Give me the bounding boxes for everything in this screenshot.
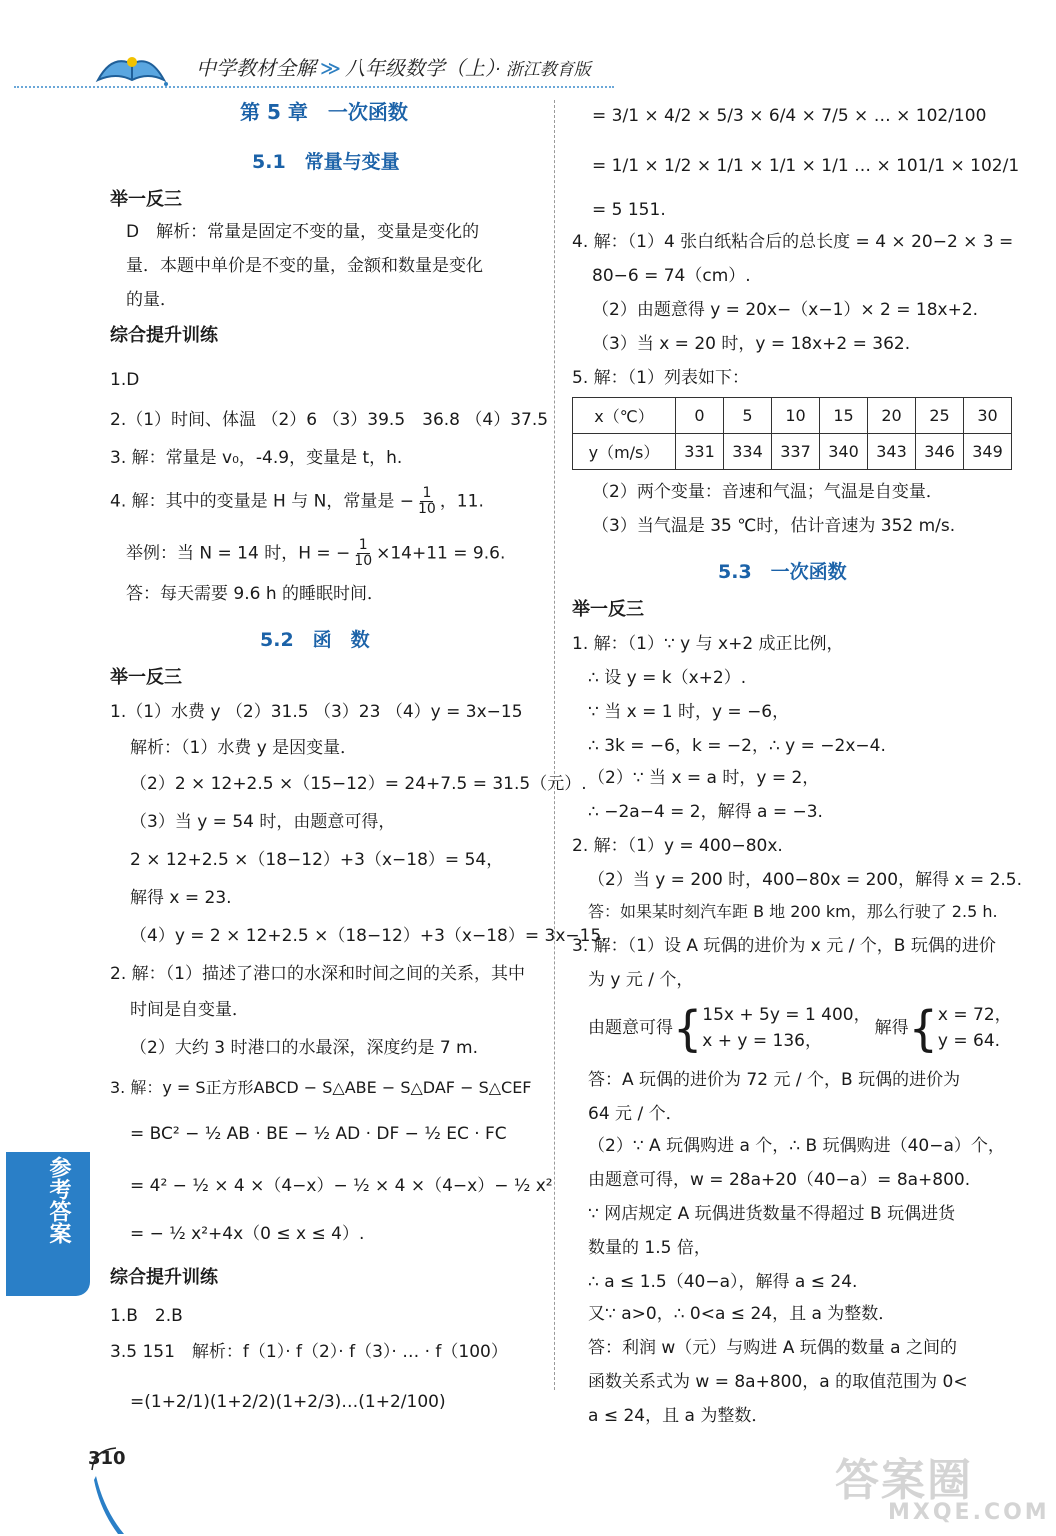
speed-temperature-table — [572, 397, 1012, 470]
table-cell: 5 — [724, 398, 772, 434]
answer-text — [110, 486, 484, 517]
answer-text-part: 举例：当 N = 14 时，H = − — [126, 543, 351, 564]
fraction — [416, 486, 438, 517]
left-brace-icon: { — [908, 999, 938, 1057]
answer-text: ∴ 设 y = k（x+2）. — [588, 668, 747, 688]
fraction — [352, 538, 374, 569]
answer-text: 由题意可得，w = 28a+20（40−a）= 8a+800. — [588, 1170, 971, 1190]
answer-text: ∵ 当 x = 1 时，y = −6， — [588, 702, 790, 722]
section-title-5-1: 5.1 常量与变量 — [252, 151, 400, 173]
subheading-practice: 举一反三 — [110, 667, 182, 688]
answer-text: 64 元 / 个． — [588, 1104, 683, 1124]
table-cell: 349 — [964, 434, 1012, 470]
answer-text: 2. 解：（1）y = 400−80x. — [572, 836, 783, 856]
header-dotted-rule — [14, 86, 614, 88]
answer-text: ∴ a ≤ 1.5（40−a），解得 a ≤ 24. — [588, 1272, 858, 1292]
answer-text: 量．本题中单价是不变的量，金额和数量是变化 — [126, 256, 483, 276]
answer-text: 答：每天需要 9.6 h 的睡眠时间． — [126, 584, 385, 604]
table-cell: 30 — [964, 398, 1012, 434]
left-brace-icon: { — [673, 999, 703, 1057]
formula-line: = 3/1 × 4/2 × 5/3 × 6/4 × 7/5 × … × 102/100 — [592, 106, 987, 126]
answer-text: （2）两个变量：音速和气温；气温是自变量． — [592, 482, 943, 502]
subheading-practice: 举一反三 — [572, 599, 644, 620]
answer-text-part: 解得 — [874, 1018, 909, 1038]
answer-text: a ≤ 24，且 a 为整数． — [588, 1406, 769, 1426]
answer-text-part: ，11. — [439, 491, 484, 512]
table-header-cell: y（m/s） — [573, 434, 676, 470]
formula-line: =(1+2/1)(1+2/2)(1+2/3)…(1+2/100) — [130, 1392, 446, 1412]
answer-text: 数量的 1.5 倍， — [588, 1238, 711, 1258]
table-cell: 0 — [676, 398, 724, 434]
answer-text: 为 y 元 / 个， — [588, 970, 694, 990]
answer-text: 解析：（1）水费 y 是因变量． — [130, 738, 358, 758]
formula-line: = 4² − ½ × 4 ×（4−x）− ½ × 4 ×（4−x）− ½ x² — [130, 1176, 553, 1196]
table-cell: 15 — [820, 398, 868, 434]
book-logo-icon — [92, 50, 170, 90]
table-row — [573, 434, 1012, 470]
equation: 15x + 5y = 1 400， — [702, 1005, 871, 1025]
answer-text — [126, 538, 505, 569]
answer-text: 答：如果某时刻汽车距 B 地 200 km，那么行驶了 2.5 h. — [588, 902, 998, 921]
answer-text-part: 4. 解：其中的变量是 H 与 N，常量是 − — [110, 491, 414, 512]
formula-line: = BC² − ½ AB · BE − ½ AD · DF − ½ EC · FC — [130, 1124, 507, 1144]
page-number: 310 — [88, 1448, 126, 1469]
chapter-title: 第 5 章 一次函数 — [240, 100, 408, 124]
equation-list — [702, 1002, 870, 1054]
answer-text: 的量． — [126, 290, 177, 310]
answer-text: 1.（1）水费 y （2）31.5 （3）23 （4）y = 3x−15 — [110, 702, 523, 722]
formula-line: = − ½ x²+4x（0 ≤ x ≤ 4）. — [130, 1224, 365, 1244]
answer-text: ∴ 3k = −6，k = −2，∴ y = −2x−4. — [588, 736, 886, 756]
watermark-logo: 答案圈 — [835, 1455, 973, 1506]
answer-text: 又∵ a>0，∴ 0<a ≤ 24，且 a 为整数． — [588, 1304, 896, 1324]
answer-text: 2.（1）时间、体温 （2）6 （3）39.5 36.8 （4）37.5 — [110, 410, 549, 430]
answer-text: 3. 解：常量是 v₀，-4.9，变量是 t，h. — [110, 448, 403, 468]
answer-text: 函数关系式为 w = 8a+800，a 的取值范围为 0< — [588, 1372, 968, 1392]
answer-text: D 解析：常量是固定不变的量，变量是变化的 — [126, 222, 480, 242]
table-cell: 346 — [916, 434, 964, 470]
solution: y = 64. — [937, 1031, 1001, 1051]
running-header — [196, 52, 591, 81]
answer-text: （4）y = 2 × 12+2.5 ×（18−12）+3（x−18）= 3x−15. — [130, 926, 607, 946]
answer-text: 1.D — [110, 370, 140, 390]
fraction-denominator: 10 — [417, 501, 436, 517]
table-cell: 25 — [916, 398, 964, 434]
table-cell: 343 — [868, 434, 916, 470]
answer-text: 2. 解：（1）描述了港口的水深和时间之间的关系，其中 — [110, 964, 525, 984]
header-grade: 八年级数学（上） — [344, 56, 495, 80]
header-book-title: 中学教材全解 — [196, 56, 316, 80]
answer-section-tab-label: 参考答案 — [46, 1156, 71, 1244]
subheading-training: 综合提升训练 — [110, 325, 218, 346]
answer-text: ∴ −2a−4 = 2，解得 a = −3. — [588, 802, 823, 822]
table-cell: 331 — [676, 434, 724, 470]
answer-text: 4. 解：（1）4 张白纸粘合后的总长度 = 4 × 20−2 × 3 = — [572, 232, 1014, 252]
solution: x = 72， — [937, 1005, 1012, 1025]
answer-text: 解得 x = 23. — [130, 888, 232, 908]
answer-text: 1. 解：（1）∵ y 与 x+2 成正比例， — [572, 634, 844, 654]
formula-line: = 1/1 × 1/2 × 1/1 × 1/1 × 1/1 … × 101/1 × 102/1 — [592, 156, 1020, 176]
answer-text: 80−6 = 74（cm）. — [592, 266, 751, 286]
answer-text: （2）∵ A 玩偶购进 a 个，∴ B 玩偶购进（40−a）个， — [588, 1136, 1005, 1156]
header-edition: · 浙江教育版 — [494, 60, 591, 80]
table-header-cell: x（℃） — [573, 398, 676, 434]
table-cell: 334 — [724, 434, 772, 470]
answer-text: （3）当 y = 54 时，由题意可得， — [130, 812, 396, 832]
answer-text-part: ×14+11 = 9.6. — [376, 543, 506, 564]
section-title-5-3: 5.3 一次函数 — [718, 561, 847, 583]
answer-text: （3）当 x = 20 时，y = 18x+2 = 362. — [592, 334, 911, 354]
section-title-5-2: 5.2 函 数 — [260, 629, 370, 651]
answer-text: 答：利润 w（元）与购进 A 玩偶的数量 a 之间的 — [588, 1338, 957, 1358]
subheading-training: 综合提升训练 — [110, 1267, 218, 1288]
watermark-url: MXQE.COM — [888, 1500, 1050, 1525]
formula-line: = 5 151. — [592, 200, 666, 220]
answer-text: （2）当 y = 200 时，400−80x = 200，解得 x = 2.5. — [588, 870, 1023, 890]
fraction-numerator: 1 — [358, 537, 368, 553]
answer-text: （2）2 × 12+2.5 ×（15−12）= 24+7.5 = 31.5（元）. — [130, 774, 587, 794]
equation-system — [588, 999, 1012, 1057]
answer-text: ∵ 网店规定 A 玩偶进货数量不得超过 B 玩偶进货 — [588, 1204, 956, 1224]
answer-text: 1.B 2.B — [110, 1306, 183, 1326]
answer-text: 5. 解：（1）列表如下： — [572, 368, 749, 388]
answer-text: 3. 解：（1）设 A 玩偶的进价为 x 元 / 个，B 玩偶的进价 — [572, 936, 996, 956]
column-divider — [554, 100, 555, 1390]
answer-text: （3）当气温是 35 ℃时，估计音速为 352 m/s. — [592, 516, 956, 536]
answer-text: 2 × 12+2.5 ×（18−12）+3（x−18）= 54， — [130, 850, 504, 870]
answer-text: （2）由题意得 y = 20x−（x−1）× 2 = 18x+2. — [592, 300, 979, 320]
answer-text: （2）∵ 当 x = a 时，y = 2， — [588, 768, 820, 788]
answer-text: 答：A 玩偶的进价为 72 元 / 个，B 玩偶的进价为 — [588, 1070, 961, 1090]
table-cell: 340 — [820, 434, 868, 470]
equation: x + y = 136， — [702, 1031, 822, 1051]
answer-text: 3.5 151 解析：f（1）· f（2）· f（3）· … · f（100） — [110, 1342, 508, 1362]
fraction-denominator: 10 — [354, 553, 373, 569]
table-row — [573, 398, 1012, 434]
answer-text-part: 由题意可得 — [588, 1018, 673, 1038]
formula-line: 3. 解：y = S正方形ABCD − S△ABE − S△DAF − S△CEF — [110, 1078, 532, 1097]
solution-list — [938, 1002, 1012, 1054]
table-cell: 10 — [772, 398, 820, 434]
answer-text: 时间是自变量． — [130, 1000, 249, 1020]
table-cell: 337 — [772, 434, 820, 470]
table-cell: 20 — [868, 398, 916, 434]
fraction-numerator: 1 — [422, 485, 432, 501]
subheading-practice: 举一反三 — [110, 189, 182, 210]
answer-text: （2）大约 3 时港口的水最深，深度约是 7 m. — [130, 1038, 479, 1058]
header-separator: ≫ — [320, 56, 341, 80]
